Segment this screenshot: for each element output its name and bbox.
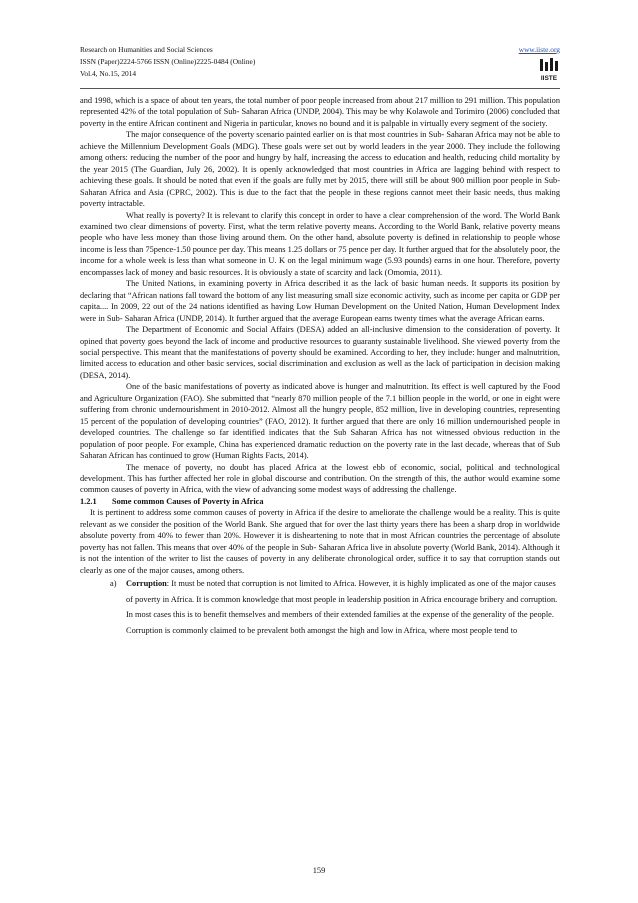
list-marker: a) [110,579,117,589]
paragraph-7: The menace of poverty, no doubt has placed Africa at the lowest ebb of economic, social, political and technological development. This has further affected her role in global discourse and contribution. On the strength of this, the author would examine some common causes of poverty in Africa, with the view of advancing some modest ways of addressing the challenge. [80,462,560,495]
logo-text: IISTE [540,75,558,82]
page-number: 159 [312,866,326,875]
section-number: 1.2.1 [80,496,97,506]
list-text: : It must be noted that corruption is not limited to Africa. However, it is highly implicated as one of the major causes of poverty in Africa. It is common knowledge that most people in leadership position in Africa encourage bribery and corruption. In most cases this is to benefit themselves and members of their extended families at the expense of the generality of the people. Corruption is commonly claimed to be prevalent both amongst the high and low in Africa, where most people tend to [126,579,558,635]
issn-line: ISSN (Paper)2224-5766 ISSN (Online)2225-0484 (Online) [80,56,256,66]
section-title: Some common Causes of Poverty in Africa [112,496,264,506]
paragraph-3: What really is poverty? It is relevant to clarify this concept in order to have a clear comprehension of the word. The World Bank examined two clear dimensions of poverty. First, what the term relative poverty means. According to the World Bank, relative poverty means people who have less money than those living around them. On the other hand, absolute poverty is defined in relationship to people whose income is less than 75pence-1.50 pounce per day. This means 1.25 dollars or 75 pence per day. It further argued that for the absolutely poor, the income for a whole week is less than what someone in U. K on the legal minimum wage (5.93 pounds) earns in one hour. Therefore, poverty encompasses lack of money and basic resources. It is obviously a state of scarcity and lack (Omomia, 2011). [80,210,560,277]
paragraph-6: One of the basic manifestations of poverty as indicated above is hunger and malnutrition. Its effect is well captured by the Food and Agriculture Organization (FAO). She submitted that “nearly 870 million people of the 7.1 billion people in the world, or one in eight were suffering from chronic undernourishment in 2010-2012. Almost all the hungry people, 852 million, live in developing countries, representing 15 percent of the population of developing countries” (FAO, 2012). It further argued that there are only 16 million undernourished people in developed countries. The challenge so far identified indicates that the Sub Saharan Africa has not witnessed obvious reduction in the population of poor people. For example, China has experienced dramatic reduction on the poverty rate in the last decade, whereas that of Sub Saharan African has continued to grow (Human Rights Facts, 2014). [80,382,560,461]
journal-title: Research on Humanities and Social Sciences [80,45,213,54]
paragraph-5: The Department of Economic and Social Affairs (DESA) added an all-inclusive dimension to the consideration of poverty. It opined that poverty goes beyond the lack of income and productive resources to guaranty sustainable livelihood. She viewed poverty from the social perspective. This meant that the manifestations of poverty should be examined. According to her, they include: hunger and malnutrition, limited access to education and other basic services, social discrimination and exclusion as well as the lack of participation in decision making (DESA, 2014). [80,325,560,380]
paragraph-4: The United Nations, in examining poverty in Africa described it as the lack of basic human needs. It supports its position by declaring that “African nations fall toward the bottom of any list measuring small size economic activity, such as income per capita or GDP per capita.... In 2009, 22 out of the 24 nations identified as having Low Human Development on the United Nation, Human Development Index were in Sub- Saharan Africa (UNDP, 2014). It further argued that the average European earns twenty times what the average African earns. [80,279,560,323]
paragraph-2: The major consequence of the poverty scenario painted earlier on is that most countries in Sub- Saharan Africa may not be able to achieve the Millennium Development Goals (MDG). These goals were set out by world leaders in the year 2000. They include the following among others: reducing the number of the poor and hungry by half, increasing the access to education and health, reducing child mortality by the year 2015 (The Guardian, July 26, 2002). It is openly acknowledged that most countries in Africa are lagging behind with respect to achieving these goals. It should be noted that even if the goals are fully met by 2015, there will still be about 900 million poor people in Sub- Saharan Africa and Asia (CPRC, 2002). This is due to the fact that the people in these regions cannot meet their basic needs, thus making poverty intractable. [80,130,560,209]
paragraph-1: and 1998, which is a space of about ten years, the total number of poor people increased from about 217 million to 291 million. This population represented 42% of the total population of Sub- Saharan Africa (UNDP, 2004). This may be why Kolawole and Torimiro (2006) concluded that poverty in the entire African continent and Nigeria in particular, knows no bound and it is palpable in virtually every segment of the society. [80,96,560,128]
page-header [80,44,560,82]
article-body [80,95,560,638]
section-paragraph: It is pertinent to address some common causes of poverty in Africa if the desire to ameliorate the challenge would be a reality. This is quite relevant as we consider the position of the World Bank. She argued that for over the last thirty years there has been a sharp drop in worldwide absolute poverty from 40% to fewer than 20%. However it is disheartening to note that in most African countries the percentage of absolute poverty has not fallen. This means that over 40% of the people in Sub- Saharan Africa live in absolute poverty (World Bank, 2014). Although it is not the intention of the writer to list the causes of poverty in any deliberate chronological order, suffice it to say that corruption stands out clearly as one of the major causes, among others. [80,508,560,575]
volume-line: Vol.4, No.15, 2014 [80,68,137,78]
header-divider [80,88,560,89]
section-heading [80,496,560,507]
list-item [80,576,560,638]
journal-url-link[interactable]: www.iiste.org [518,45,560,54]
list-term: Corruption [126,579,167,589]
iiste-logo-icon [538,57,560,83]
